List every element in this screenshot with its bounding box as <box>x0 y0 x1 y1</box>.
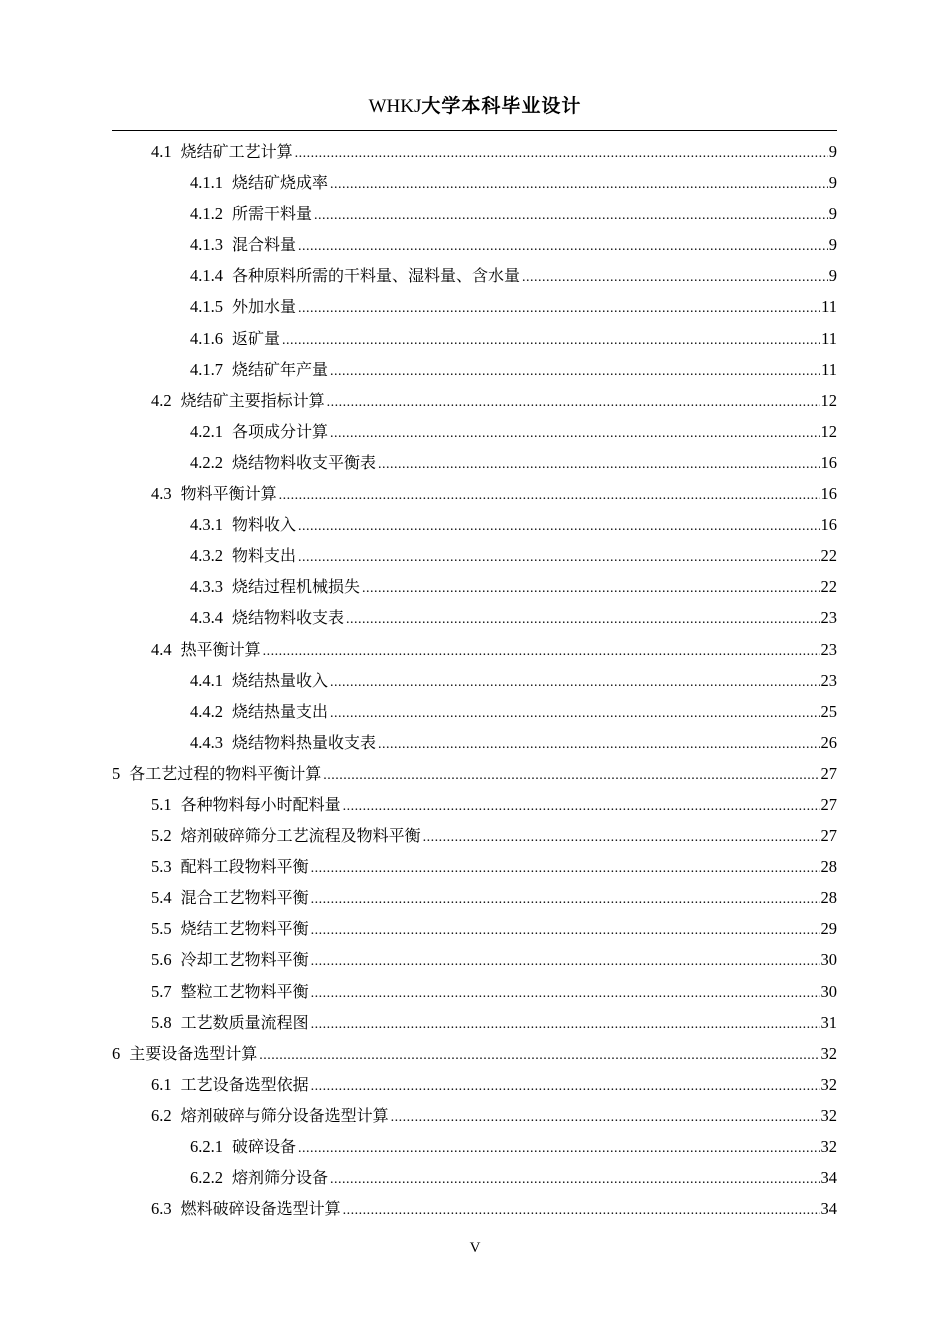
toc-entry-page: 26 <box>820 732 837 752</box>
toc-entry-page: 28 <box>820 888 837 908</box>
toc-entry-number: 4.4.3 <box>190 732 223 752</box>
toc-dot-leader <box>391 1102 820 1133</box>
toc-entry[interactable] <box>112 229 837 260</box>
toc-entry-title: 各工艺过程的物料平衡计算 <box>129 763 322 783</box>
toc-entry[interactable] <box>112 416 837 447</box>
toc-entry[interactable] <box>112 913 837 944</box>
toc-entry-page: 9 <box>828 142 837 161</box>
toc-dot-leader <box>423 822 820 853</box>
toc-entry[interactable] <box>112 1193 837 1224</box>
toc-dot-leader <box>298 542 819 573</box>
toc-entry-title: 混合料量 <box>232 235 297 255</box>
toc-dot-leader <box>314 200 828 231</box>
toc-entry-title: 各项成分计算 <box>232 421 329 441</box>
toc-entry-number: 4.1.2 <box>190 204 223 224</box>
toc-entry-number: 4.1.7 <box>190 359 223 379</box>
toc-dot-leader <box>346 604 819 635</box>
toc-entry-page: 27 <box>820 763 837 783</box>
toc-entry[interactable] <box>112 447 837 478</box>
toc-entry-number: 6.3 <box>151 1199 172 1219</box>
page-header <box>0 93 950 120</box>
toc-dot-leader <box>259 1040 819 1071</box>
toc-entry[interactable] <box>112 260 837 291</box>
toc-entry-number: 6.1 <box>151 1074 172 1094</box>
toc-dot-leader <box>311 915 820 946</box>
toc-entry[interactable] <box>112 291 837 322</box>
toc-entry-title: 烧结物料热量收支表 <box>232 732 377 752</box>
toc-entry[interactable] <box>112 944 837 975</box>
toc-entry-page: 9 <box>828 235 837 255</box>
toc-entry-title: 热平衡计算 <box>180 639 261 659</box>
toc-entry-title: 烧结热量支出 <box>232 701 329 721</box>
toc-entry-title: 工艺设备选型依据 <box>180 1074 309 1094</box>
toc-entry-number: 4.2.1 <box>190 421 223 441</box>
toc-entry-page: 34 <box>820 1199 837 1219</box>
toc-entry[interactable] <box>112 1162 837 1193</box>
header-title: 大学本科毕业设计 <box>421 95 582 117</box>
toc-entry-page: 32 <box>820 1137 837 1156</box>
toc-entry-page: 34 <box>820 1168 837 1188</box>
toc-entry-page: 9 <box>828 266 837 286</box>
toc-entry-title: 工艺数质量流程图 <box>180 1012 309 1032</box>
toc-entry-page: 12 <box>820 390 837 410</box>
toc-entry[interactable] <box>112 1007 837 1038</box>
toc-entry-page: 16 <box>820 515 837 535</box>
toc-entry-number: 4.3 <box>151 484 172 504</box>
toc-entry[interactable] <box>112 136 837 167</box>
toc-dot-leader <box>362 573 819 604</box>
toc-entry[interactable] <box>112 571 837 602</box>
toc-entry[interactable] <box>112 602 837 633</box>
toc-entry[interactable] <box>112 1038 837 1069</box>
toc-dot-leader <box>323 760 819 791</box>
toc-entry-number: 5.5 <box>151 919 172 939</box>
toc-entry[interactable] <box>112 198 837 229</box>
toc-dot-leader <box>298 1133 819 1164</box>
toc-dot-leader <box>522 262 828 293</box>
toc-entry-title: 烧结物料收支表 <box>232 608 345 628</box>
toc-entry[interactable] <box>112 540 837 571</box>
toc-entry[interactable] <box>112 665 837 696</box>
toc-dot-leader <box>343 1195 820 1226</box>
toc-entry-title: 物料收入 <box>232 515 297 535</box>
toc-entry-number: 5.1 <box>151 794 172 814</box>
toc-entry-title: 烧结过程机械损失 <box>232 577 361 597</box>
toc-entry-title: 物料支出 <box>232 546 297 566</box>
toc-entry-number: 6.2.1 <box>190 1137 223 1156</box>
toc-entry[interactable] <box>112 758 837 789</box>
toc-entry-number: 4.3.1 <box>190 515 223 535</box>
toc-dot-leader <box>279 480 820 511</box>
toc-entry[interactable] <box>112 509 837 540</box>
toc-entry[interactable] <box>112 354 837 385</box>
toc-dot-leader <box>378 449 819 480</box>
toc-entry-number: 4.1.6 <box>190 328 223 348</box>
toc-entry-page: 28 <box>820 857 837 877</box>
toc-entry-number: 4.3.4 <box>190 608 223 628</box>
toc-entry[interactable] <box>112 696 837 727</box>
toc-entry-page: 11 <box>821 359 837 379</box>
toc-entry-number: 6.2.2 <box>190 1168 223 1188</box>
toc-entry[interactable] <box>112 882 837 913</box>
toc-entry-number: 4.3.3 <box>190 577 223 597</box>
toc-dot-leader <box>378 729 819 760</box>
toc-entry-number: 4.4 <box>151 639 172 659</box>
toc-entry-number: 4.4.1 <box>190 670 223 690</box>
toc-entry[interactable] <box>112 478 837 509</box>
toc-entry-page: 27 <box>820 826 837 846</box>
toc-entry-title: 熔剂筛分设备 <box>232 1168 329 1188</box>
toc-entry-page: 23 <box>820 608 837 628</box>
toc-entry-page: 12 <box>820 421 837 441</box>
toc-entry-number: 5.2 <box>151 826 172 846</box>
toc-dot-leader <box>311 1009 820 1040</box>
toc-dot-leader <box>311 978 820 1009</box>
toc-entry-title: 破碎设备 <box>232 1137 297 1156</box>
toc-entry-number: 4.3.2 <box>190 546 223 566</box>
toc-entry-number: 4.4.2 <box>190 701 223 721</box>
toc-entry-title: 物料平衡计算 <box>180 484 277 504</box>
toc-entry-page: 29 <box>820 919 837 939</box>
toc-entry-title: 各种物料每小时配料量 <box>180 794 341 814</box>
toc-entry-number: 5.6 <box>151 950 172 970</box>
toc-entry-page: 31 <box>820 1012 837 1032</box>
toc-dot-leader <box>311 884 820 915</box>
toc-dot-leader <box>330 356 820 387</box>
toc-dot-leader <box>295 138 828 169</box>
toc-entry-title: 整粒工艺物料平衡 <box>180 981 309 1001</box>
toc-entry-page: 16 <box>820 484 837 504</box>
toc-dot-leader <box>311 853 820 884</box>
toc-entry[interactable] <box>112 976 837 1007</box>
table-of-contents <box>112 136 837 1224</box>
toc-entry-title: 冷却工艺物料平衡 <box>180 950 309 970</box>
toc-dot-leader <box>330 698 819 729</box>
toc-entry-number: 4.1.1 <box>190 173 223 193</box>
toc-entry-number: 5.3 <box>151 857 172 877</box>
toc-entry-number: 6 <box>112 1043 121 1063</box>
toc-entry-page: 16 <box>820 452 837 472</box>
toc-entry-title: 混合工艺物料平衡 <box>180 888 309 908</box>
toc-dot-leader <box>330 1164 819 1195</box>
toc-entry-page: 23 <box>820 670 837 690</box>
toc-entry-number: 5.4 <box>151 888 172 908</box>
toc-entry[interactable] <box>112 167 837 198</box>
toc-dot-leader <box>330 418 819 449</box>
header-latin: WHKJ <box>368 96 422 117</box>
toc-entry-number: 4.1.5 <box>190 297 223 317</box>
toc-entry-number: 4.1.3 <box>190 235 223 255</box>
toc-entry-page: 32 <box>820 1105 837 1125</box>
toc-entry-title: 烧结矿主要指标计算 <box>180 390 325 410</box>
toc-entry-page: 27 <box>820 794 837 814</box>
toc-entry-title: 所需干料量 <box>232 204 313 224</box>
toc-entry-title: 返矿量 <box>232 328 281 348</box>
toc-entry[interactable] <box>112 789 837 820</box>
toc-entry-page: 9 <box>828 204 837 224</box>
toc-dot-leader <box>298 511 819 542</box>
toc-entry-page: 32 <box>820 1074 837 1094</box>
toc-entry-title: 熔剂破碎筛分工艺流程及物料平衡 <box>180 826 421 846</box>
toc-entry-title: 主要设备选型计算 <box>129 1043 258 1063</box>
toc-entry-number: 5.8 <box>151 1012 172 1032</box>
toc-entry-page: 22 <box>820 546 837 566</box>
toc-dot-leader <box>330 667 819 698</box>
toc-entry-number: 5 <box>112 763 121 783</box>
toc-entry-title: 烧结矿工艺计算 <box>180 142 293 161</box>
toc-entry[interactable] <box>112 385 837 416</box>
toc-entry[interactable] <box>112 1131 837 1162</box>
toc-entry[interactable] <box>112 820 837 851</box>
toc-entry-page: 30 <box>820 950 837 970</box>
toc-entry-number: 4.1 <box>151 142 172 161</box>
toc-entry-page: 23 <box>820 639 837 659</box>
toc-entry[interactable] <box>112 634 837 665</box>
toc-entry-title: 烧结矿烧成率 <box>232 173 329 193</box>
toc-entry-number: 4.1.4 <box>190 266 223 286</box>
toc-entry-title: 熔剂破碎与筛分设备选型计算 <box>180 1105 389 1125</box>
page-number: V <box>469 1240 481 1256</box>
toc-entry-page: 11 <box>821 328 837 348</box>
toc-entry-title: 配料工段物料平衡 <box>180 857 309 877</box>
toc-entry-page: 9 <box>828 173 837 193</box>
toc-entry-page: 30 <box>820 981 837 1001</box>
toc-entry[interactable] <box>112 1100 837 1131</box>
toc-entry[interactable] <box>112 1069 837 1100</box>
toc-entry-title: 烧结工艺物料平衡 <box>180 919 309 939</box>
toc-entry-number: 4.2 <box>151 390 172 410</box>
toc-entry-title: 烧结矿年产量 <box>232 359 329 379</box>
toc-entry-title: 燃料破碎设备选型计算 <box>180 1199 341 1219</box>
toc-entry-page: 11 <box>821 297 837 317</box>
toc-entry-number: 5.7 <box>151 981 172 1001</box>
toc-dot-leader <box>311 946 820 977</box>
toc-entry-title: 各种原料所需的干料量、湿料量、含水量 <box>232 266 521 286</box>
toc-entry-page: 25 <box>820 701 837 721</box>
toc-entry-number: 6.2 <box>151 1105 172 1125</box>
toc-entry-page: 32 <box>820 1043 837 1063</box>
toc-dot-leader <box>263 636 820 667</box>
toc-entry[interactable] <box>112 851 837 882</box>
toc-dot-leader <box>298 231 828 262</box>
toc-entry-page: 22 <box>820 577 837 597</box>
toc-dot-leader <box>327 387 820 418</box>
toc-entry-title: 烧结物料收支平衡表 <box>232 452 377 472</box>
toc-dot-leader <box>343 791 820 822</box>
header-rule <box>112 130 837 131</box>
toc-entry-number: 4.2.2 <box>190 452 223 472</box>
toc-dot-leader <box>330 169 828 200</box>
toc-entry-title: 烧结热量收入 <box>232 670 329 690</box>
toc-entry[interactable] <box>112 727 837 758</box>
toc-entry-title: 外加水量 <box>232 297 297 317</box>
toc-entry[interactable] <box>112 323 837 354</box>
toc-dot-leader <box>298 293 820 324</box>
toc-dot-leader <box>282 325 820 356</box>
toc-dot-leader <box>311 1071 820 1102</box>
